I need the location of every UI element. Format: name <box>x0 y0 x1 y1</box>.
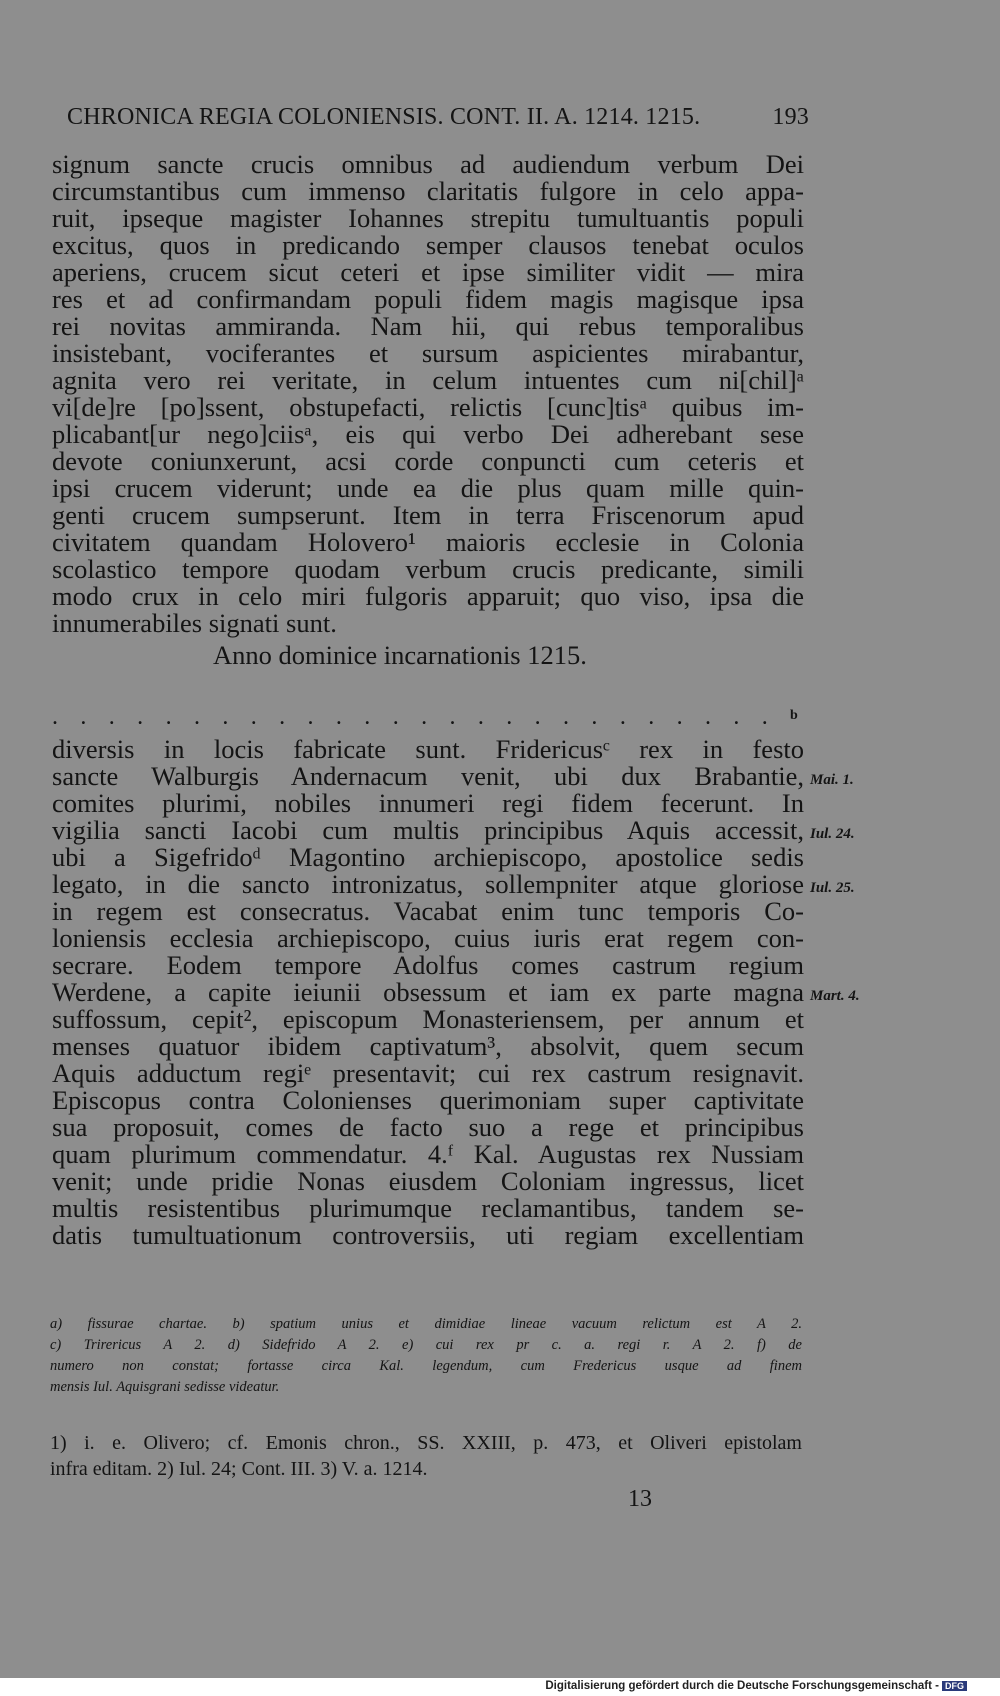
text-line: vigilia sancti Iacobi cum multis principibus Aquis accessit, <box>52 815 804 845</box>
text-line: suffossum, cepit², episcopum Monasteriensem, per annum et <box>52 1004 804 1034</box>
apparatus-line: c) Trirericus A 2. d) Sidefrido A 2. e) cui rex pr c. a. regi r. A 2. f) de <box>50 1337 802 1353</box>
signature-mark: 13 <box>628 1486 652 1512</box>
text-line: agnita vero rei veritate, in celum intuentes cum ni[chil]ᵃ <box>52 365 804 395</box>
lacuna-dots: . . . . . . . . . . . . . . . . . . . . . . . . . . <box>52 704 768 730</box>
text-line: menses quatuor ibidem captivatum³, absolvit, quem secum <box>52 1031 804 1061</box>
text-line: vi[de]re [po]ssent, obstupefacti, relictis [cunc]tisᵃ quibus im- <box>52 392 804 422</box>
text-line: rei novitas ammiranda. Nam hii, qui rebus temporalibus <box>52 311 804 341</box>
apparatus-line: numero non constat; fortasse circa Kal. legendum, cum Fredericus usque ad finem <box>50 1358 802 1374</box>
margin-date-note: Iul. 24. <box>810 826 855 842</box>
text-line: circumstantibus cum immenso claritatis fulgore in celo appa- <box>52 176 804 206</box>
footnote-line: infra editam. 2) Iul. 24; Cont. III. 3) V. a. 1214. <box>50 1458 428 1480</box>
text-line: excitus, quos in predicando semper clausos tenebat oculos <box>52 230 804 260</box>
text-line: scolastico tempore quodam verbum crucis predicante, simili <box>52 554 804 584</box>
text-line: comites plurimi, nobiles innumeri regi fidem fecerunt. In <box>52 788 804 818</box>
footnote-line: 1) i. e. Olivero; cf. Emonis chron., SS. XXIII, p. 473, et Oliveri epistolam <box>50 1432 802 1454</box>
text-line: ruit, ipseque magister Iohannes strepitu tumultuantis populi <box>52 203 804 233</box>
text-line: Aquis adductum regiᵉ presentavit; cui rex castrum resignavit. <box>52 1058 804 1088</box>
digitization-credit <box>545 1680 967 1692</box>
text-line: multis resistentibus plurimumque reclamantibus, tandem se- <box>52 1193 804 1223</box>
text-line: sancte Walburgis Andernacum venit, ubi dux Brabantie, <box>52 761 804 791</box>
text-line: venit; unde pridie Nonas eiusdem Coloniam ingressus, licet <box>52 1166 804 1196</box>
text-line: genti crucem sumpserunt. Item in terra Friscenorum apud <box>52 500 804 530</box>
text-line: insistebant, vociferantes et sursum aspicientes mirabantur, <box>52 338 804 368</box>
text-line: plicabant[ur nego]ciisᵃ, eis qui verbo Dei adherebant sese <box>52 419 804 449</box>
text-line: Werdene, a capite ieiunii obsessum et iam ex parte magna <box>52 977 804 1007</box>
running-title: CHRONICA REGIA COLONIENSIS. CONT. II. A. 1214. 1215. <box>67 104 701 130</box>
text-line: aperiens, crucem sicut ceteri et ipse similiter vidit — mira <box>52 257 804 287</box>
running-header <box>67 104 809 131</box>
text-line: innumerabiles signati sunt. <box>52 608 337 638</box>
margin-date-note: Iul. 25. <box>810 880 855 896</box>
apparatus-line: a) fissurae chartae. b) spatium unius et dimidiae lineae vacuum relictum est A 2. <box>50 1316 802 1332</box>
text-line: datis tumultuationum controversiis, uti regiam excellentiam <box>52 1220 804 1250</box>
text-line: res et ad confirmandam populi fidem magis magisque ipsa <box>52 284 804 314</box>
dfg-logo: DFG <box>942 1681 967 1691</box>
apparatus-line: mensis Iul. Aquisgrani sedisse videatur. <box>50 1379 280 1395</box>
text-line: legato, in die sancto intronizatus, sollempniter atque gloriose <box>52 869 804 899</box>
text-line: sua proposuit, comes de facto suo a rege et principibus <box>52 1112 804 1142</box>
text-line: diversis in locis fabricate sunt. Fridericusᶜ rex in festo <box>52 734 804 764</box>
text-line: Episcopus contra Colonienses querimoniam super captivitate <box>52 1085 804 1115</box>
text-line: ubi a Sigefridoᵈ Magontino archiepiscopo, apostolice sedis <box>52 842 804 872</box>
text-line: devote coniunxerunt, acsi corde conpuncti cum ceteris et <box>52 446 804 476</box>
text-line: loniensis ecclesia archiepiscopo, cuius iuris erat regem con- <box>52 923 804 953</box>
text-line: civitatem quandam Holovero¹ maioris ecclesie in Colonia <box>52 527 804 557</box>
text-line: ipsi crucem viderunt; unde ea die plus quam mille quin- <box>52 473 804 503</box>
lacuna-footnote-mark: b <box>790 708 798 723</box>
margin-date-note: Mart. 4. <box>810 988 860 1004</box>
text-line: quam plurimum commendatur. 4.ᶠ Kal. Augustas rex Nussiam <box>52 1139 804 1169</box>
text-line: modo crux in celo miri fulgoris apparuit; quo viso, ipsa die <box>52 581 804 611</box>
credit-text: Digitalisierung gefördert durch die Deutsche Forschungsgemeinschaft - <box>545 1680 939 1692</box>
text-line: signum sancte crucis omnibus ad audiendum verbum Dei <box>52 149 804 179</box>
page-number: 193 <box>772 104 809 130</box>
text-line: in regem est consecratus. Vacabat enim tunc temporis Co- <box>52 896 804 926</box>
text-line: secrare. Eodem tempore Adolfus comes castrum regium <box>52 950 804 980</box>
margin-date-note: Mai. 1. <box>810 772 854 788</box>
year-heading: Anno dominice incarnationis 1215. <box>213 640 587 670</box>
